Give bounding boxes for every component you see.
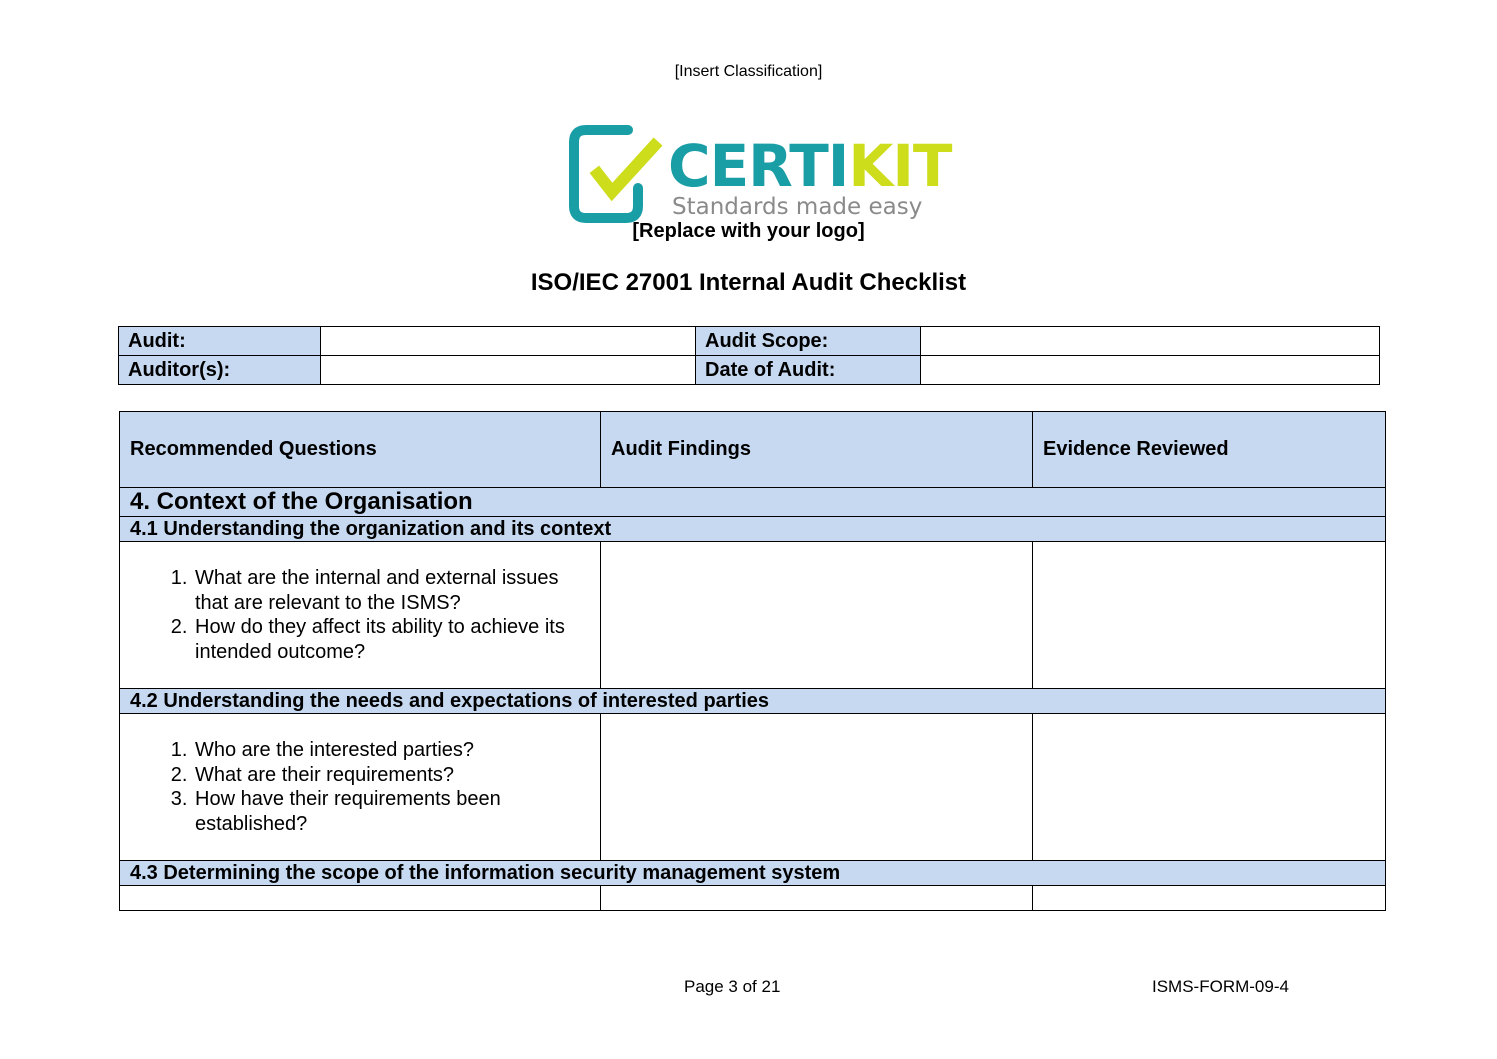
questions-cell-4-3 [120, 886, 601, 911]
audit-info-table [118, 326, 1380, 385]
question-row-4-2 [120, 714, 1386, 861]
logo-tagline: Standards made easy [672, 194, 923, 220]
section-row-4-2 [120, 689, 1386, 714]
checklist-header-row [120, 412, 1386, 488]
form-id: ISMS-FORM-09-4 [1152, 977, 1289, 996]
logo-brand-b: KIT [848, 132, 952, 200]
certikit-logo [570, 126, 952, 222]
auditor-info-row [119, 356, 1380, 385]
question-item: 1. What are the internal and external issues that are relevant to the ISMS? [193, 566, 590, 615]
date-of-audit-field[interactable] [921, 356, 1380, 385]
questions-cell-4-1 [120, 542, 601, 689]
classification-label: [Insert Classification] [674, 63, 823, 80]
question-item: 1. Who are the interested parties? [193, 738, 590, 763]
audit-scope-label: Audit Scope: [696, 327, 921, 356]
audit-info-row [119, 327, 1380, 356]
logo-checkmark-icon [598, 146, 654, 192]
auditors-label: Auditor(s): [119, 356, 321, 385]
question-item: 3. How have their requirements been established? [193, 787, 590, 836]
question-row-4-1 [120, 542, 1386, 689]
evidence-field-4-1[interactable] [1033, 542, 1386, 689]
question-list-4-1 [130, 566, 590, 664]
evidence-field-4-2[interactable] [1033, 714, 1386, 861]
question-item: 2. How do they affect its ability to achieve its intended outcome? [193, 615, 590, 664]
document-title: ISO/IEC 27001 Internal Audit Checklist [530, 269, 967, 296]
audit-label: Audit: [119, 327, 321, 356]
question-list-4-2 [130, 738, 590, 836]
clause-row [120, 488, 1386, 517]
logo-brand-a: CERTI [668, 132, 849, 200]
section-row-4-3 [120, 861, 1386, 886]
questions-cell-4-2 [120, 714, 601, 861]
date-of-audit-label: Date of Audit: [696, 356, 921, 385]
section-row-4-1 [120, 517, 1386, 542]
audit-checklist-table [119, 411, 1386, 911]
audit-scope-field[interactable] [921, 327, 1380, 356]
findings-field-4-2[interactable] [601, 714, 1033, 861]
svg-text:CERTIKIT [668, 132, 953, 200]
section-title-4-3: 4.3 Determining the scope of the information security management system [120, 861, 1386, 886]
question-item: 2. What are their requirements? [193, 763, 590, 788]
page-number: Page 3 of 21 [684, 977, 781, 996]
auditors-field[interactable] [321, 356, 696, 385]
section-title-4-1: 4.1 Understanding the organization and its context [120, 517, 1386, 542]
evidence-field-4-3[interactable] [1033, 886, 1386, 911]
clause-title: 4. Context of the Organisation [120, 488, 1386, 517]
section-title-4-2: 4.2 Understanding the needs and expectations of interested parties [120, 689, 1386, 714]
audit-value-field[interactable] [321, 327, 696, 356]
question-row-4-3 [120, 886, 1386, 911]
column-header-evidence: Evidence Reviewed [1033, 412, 1386, 488]
findings-field-4-3[interactable] [601, 886, 1033, 911]
logo-replace-note: [Replace with your logo] [632, 220, 865, 242]
column-header-questions: Recommended Questions [120, 412, 601, 488]
column-header-findings: Audit Findings [601, 412, 1033, 488]
findings-field-4-1[interactable] [601, 542, 1033, 689]
